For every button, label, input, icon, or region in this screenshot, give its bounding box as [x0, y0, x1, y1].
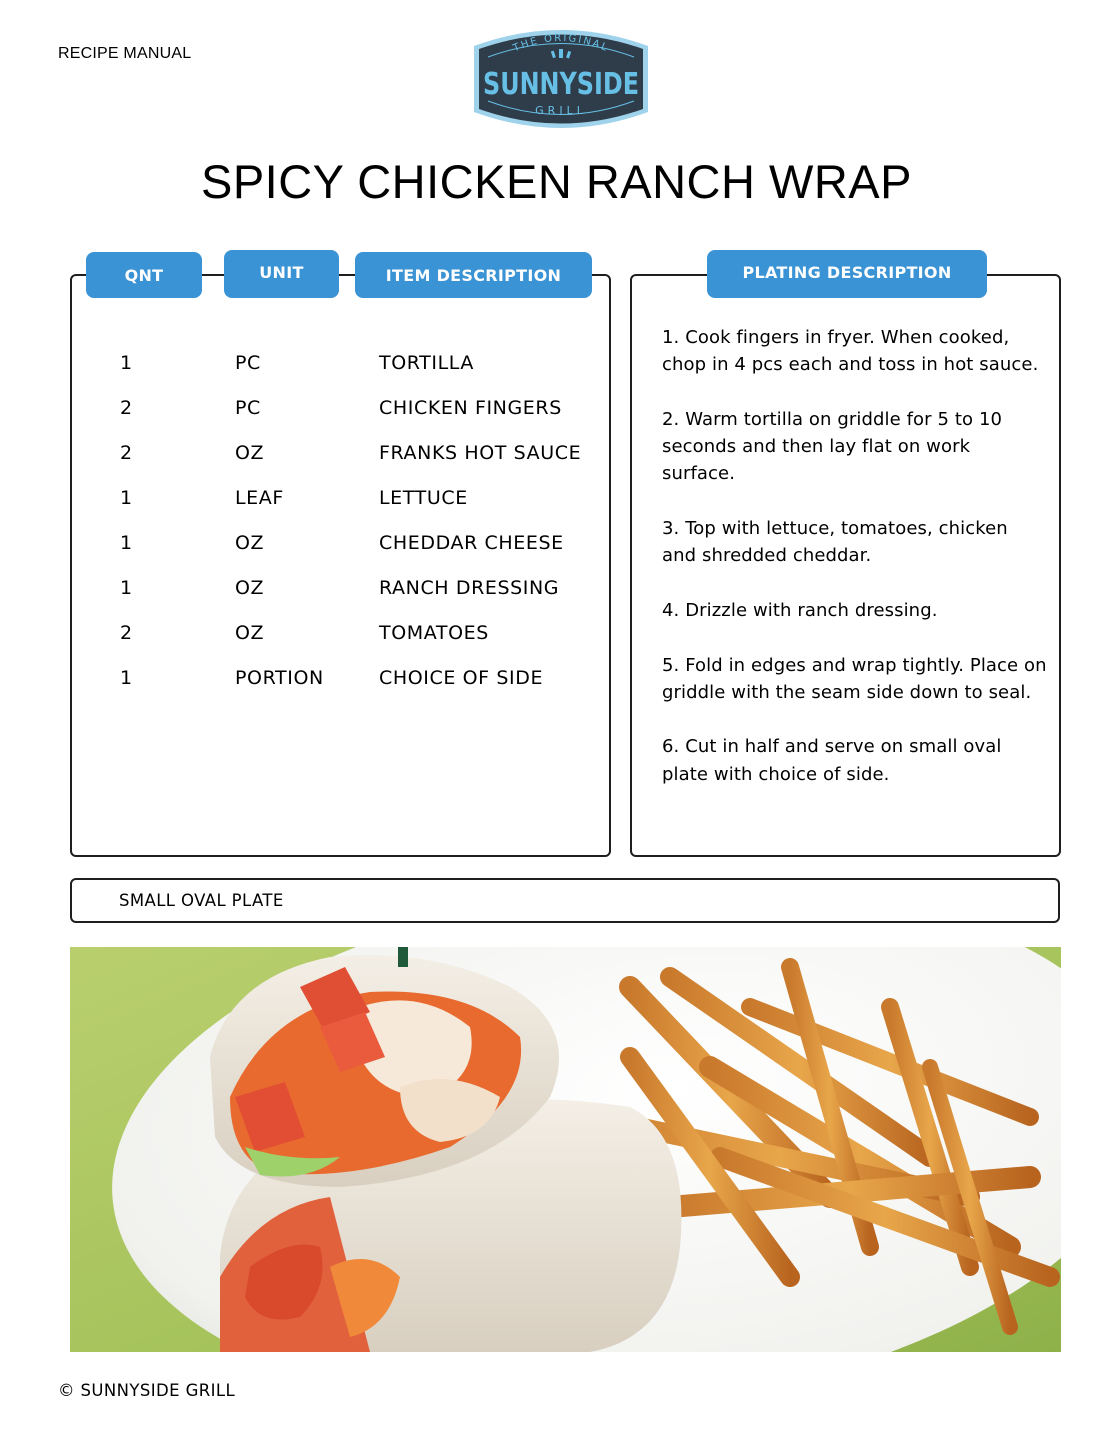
- plating-step: 2. Warm tortilla on griddle for 5 to 10 seconds and then lay flat on work surface.: [662, 408, 1003, 485]
- ingredient-qnt: 1: [120, 352, 133, 374]
- ingredient-unit: OZ: [235, 577, 265, 599]
- ingredient-qnt: 1: [120, 667, 133, 689]
- ingredient-qnt: 1: [120, 532, 133, 554]
- recipe-manual-label: RECIPE MANUAL: [58, 45, 192, 62]
- ingredient-qnt: 2: [120, 397, 133, 419]
- wrap-photo: [70, 947, 1061, 1352]
- ingredient-qnt: 1: [120, 487, 133, 509]
- sunnyside-grill-logo: [468, 22, 654, 134]
- ingredient-unit: PC: [235, 397, 261, 419]
- ingredient-desc: TOMATOES: [379, 622, 489, 644]
- ingredients-box: [70, 274, 611, 857]
- item-description-header: ITEM DESCRIPTION: [355, 252, 592, 298]
- plating-step: 6. Cut in half and serve on small oval plate with choice of side.: [662, 736, 1002, 785]
- plating-description-header: PLATING DESCRIPTION: [707, 250, 987, 298]
- ingredient-desc: LETTUCE: [379, 487, 468, 509]
- footer-copyright: © SUNNYSIDE GRILL: [58, 1381, 236, 1400]
- ingredient-unit: OZ: [235, 622, 265, 644]
- unit-header: UNIT: [224, 250, 339, 298]
- ingredient-desc: FRANKS HOT SAUCE: [379, 442, 582, 464]
- ingredient-unit: LEAF: [235, 487, 284, 509]
- plating-step: 3. Top with lettuce, tomatoes, chicken and shredded cheddar.: [662, 518, 1008, 567]
- ingredient-desc: CHICKEN FINGERS: [379, 397, 562, 419]
- ingredient-unit: PORTION: [235, 667, 324, 689]
- ingredient-unit: OZ: [235, 532, 265, 554]
- ingredient-desc: CHOICE OF SIDE: [379, 667, 544, 689]
- ingredient-qnt: 2: [120, 442, 133, 464]
- ingredient-unit: OZ: [235, 442, 265, 464]
- ingredient-desc: RANCH DRESSING: [379, 577, 560, 599]
- ingredient-qnt: 1: [120, 577, 133, 599]
- plate-label: SMALL OVAL PLATE: [119, 891, 284, 910]
- ingredient-unit: PC: [235, 352, 261, 374]
- qnt-header: QNT: [86, 252, 202, 298]
- ingredient-desc: TORTILLA: [379, 352, 474, 374]
- plating-step: 1. Cook fingers in fryer. When cooked, chop in 4 pcs each and toss in hot sauce.: [662, 327, 1039, 376]
- ingredient-desc: CHEDDAR CHEESE: [379, 532, 564, 554]
- plating-steps: [662, 324, 1047, 815]
- plating-step: 5. Fold in edges and wrap tightly. Place on griddle with the seam side down to seal.: [662, 654, 1047, 703]
- svg-text:SUNNYSIDE: SUNNYSIDE: [483, 67, 639, 102]
- ingredient-qnt: 2: [120, 622, 133, 644]
- plating-step: 4. Drizzle with ranch dressing.: [662, 599, 938, 621]
- svg-text:GRILL: GRILL: [535, 104, 587, 117]
- svg-text:THE ORIGINAL: THE ORIGINAL: [511, 32, 611, 55]
- recipe-title: SPICY CHICKEN RANCH WRAP: [200, 155, 912, 208]
